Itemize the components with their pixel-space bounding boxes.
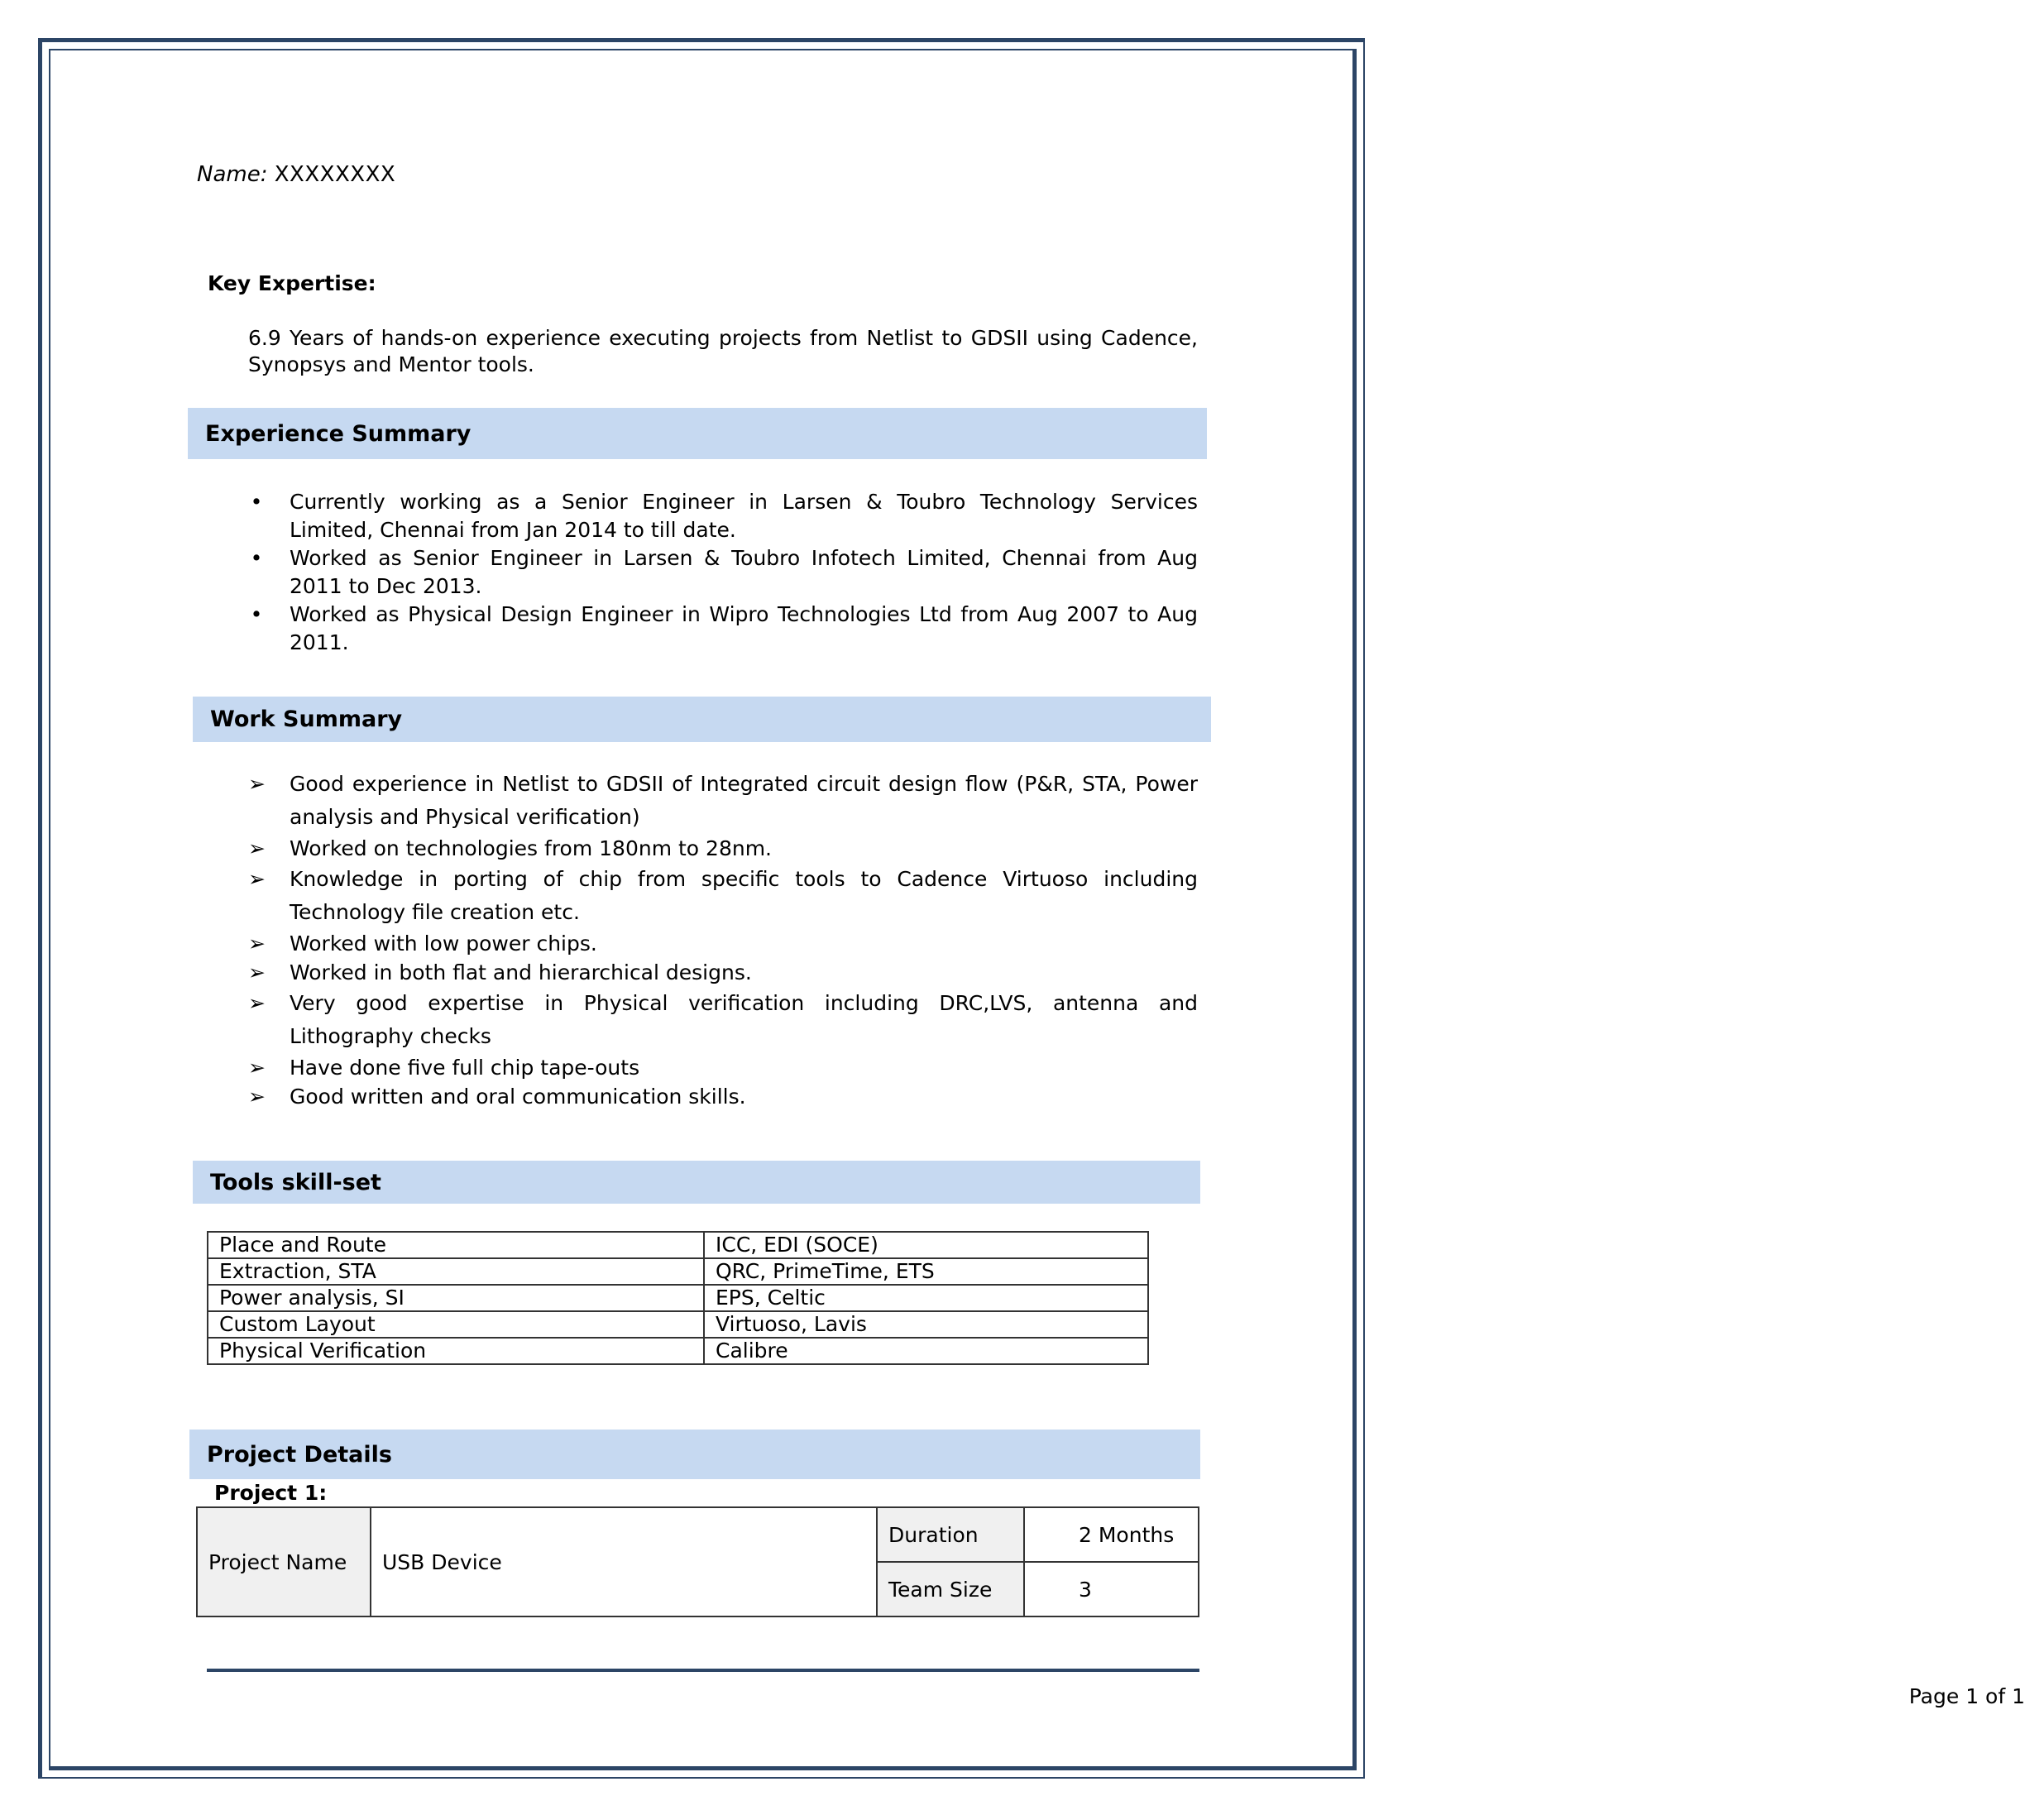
project-name-label: Project Name	[197, 1507, 371, 1616]
table-row: Physical Verification Calibre	[208, 1338, 1148, 1364]
arrow-bullet-icon: ➢	[248, 1056, 266, 1080]
tools-title: Tools skill-set	[210, 1169, 381, 1195]
team-size-label: Team Size	[877, 1562, 1024, 1616]
key-expertise-text: 6.9 Years of hands-on experience executing projects from Netlist to GDSII using Cadence, Synopsys and Mentor tools.	[248, 326, 1198, 376]
arrow-bullet-icon: ➢	[248, 772, 266, 796]
bullet-icon: •	[250, 490, 263, 514]
arrow-bullet-icon: ➢	[248, 836, 266, 860]
work-item: ➢ Have done five full chip tape-outs	[248, 1053, 1198, 1082]
arrow-bullet-icon: ➢	[248, 991, 266, 1015]
name-label: Name:	[197, 162, 268, 187]
duration-value: 2 Months	[1024, 1507, 1199, 1562]
work-item: ➢ Good experience in Netlist to GDSII of Integrated circuit design flow (P&R, STA, Power analysis and Physical verification)	[248, 768, 1198, 834]
tools-table	[207, 1231, 1149, 1365]
page-number: Page 1 of 1	[1908, 1684, 2025, 1708]
work-item: ➢ Good written and oral communication skills.	[248, 1082, 1198, 1111]
table-row: Place and Route ICC, EDI (SOCE)	[208, 1232, 1148, 1258]
project-name-value: USB Device	[371, 1507, 877, 1616]
work-summary-list	[248, 768, 1198, 1111]
experience-item: • Worked as Senior Engineer in Larsen & Toubro Infotech Limited, Chennai from Aug 2011 to Dec 2013.	[248, 544, 1198, 601]
table-row: Power analysis, SI EPS, Celtic	[208, 1285, 1148, 1311]
work-item: ➢ Worked on technologies from 180nm to 28nm.	[248, 834, 1198, 863]
work-item: ➢ Worked in both flat and hierarchical designs.	[248, 958, 1198, 987]
experience-item: • Currently working as a Senior Engineer in Larsen & Toubro Technology Services Limited, Chennai from Jan 2014 to till date.	[248, 488, 1198, 544]
table-row	[197, 1507, 1199, 1562]
project-details-heading	[189, 1430, 1200, 1479]
arrow-bullet-icon: ➢	[248, 867, 266, 891]
candidate-name	[197, 162, 395, 187]
bullet-icon: •	[250, 602, 263, 626]
team-size-value: 3	[1024, 1562, 1199, 1616]
project-details-title: Project Details	[207, 1441, 392, 1468]
key-expertise-heading: Key Expertise:	[208, 271, 376, 295]
work-item: ➢ Very good expertise in Physical verification including DRC,LVS, antenna and Lithography checks	[248, 987, 1198, 1053]
project-label: Project 1:	[214, 1481, 328, 1505]
arrow-bullet-icon: ➢	[248, 932, 266, 956]
arrow-bullet-icon: ➢	[248, 960, 266, 984]
name-value: XXXXXXXX	[274, 162, 396, 187]
experience-item: • Worked as Physical Design Engineer in Wipro Technologies Ltd from Aug 2007 to Aug 2011.	[248, 601, 1198, 657]
bullet-icon: •	[250, 546, 263, 570]
footer-divider	[207, 1669, 1199, 1672]
tools-heading	[193, 1161, 1200, 1204]
project-table	[196, 1506, 1199, 1617]
work-item: ➢ Worked with low power chips.	[248, 929, 1198, 958]
work-item: ➢ Knowledge in porting of chip from specific tools to Cadence Virtuoso including Technology file creation etc.	[248, 863, 1198, 929]
experience-summary-heading	[188, 408, 1207, 459]
experience-list	[248, 488, 1198, 657]
duration-label: Duration	[877, 1507, 1024, 1562]
experience-summary-title: Experience Summary	[205, 420, 472, 447]
work-summary-heading	[193, 697, 1211, 742]
table-row: Custom Layout Virtuoso, Lavis	[208, 1311, 1148, 1338]
table-row: Extraction, STA QRC, PrimeTime, ETS	[208, 1258, 1148, 1285]
work-summary-title: Work Summary	[210, 706, 403, 732]
arrow-bullet-icon: ➢	[248, 1085, 266, 1109]
